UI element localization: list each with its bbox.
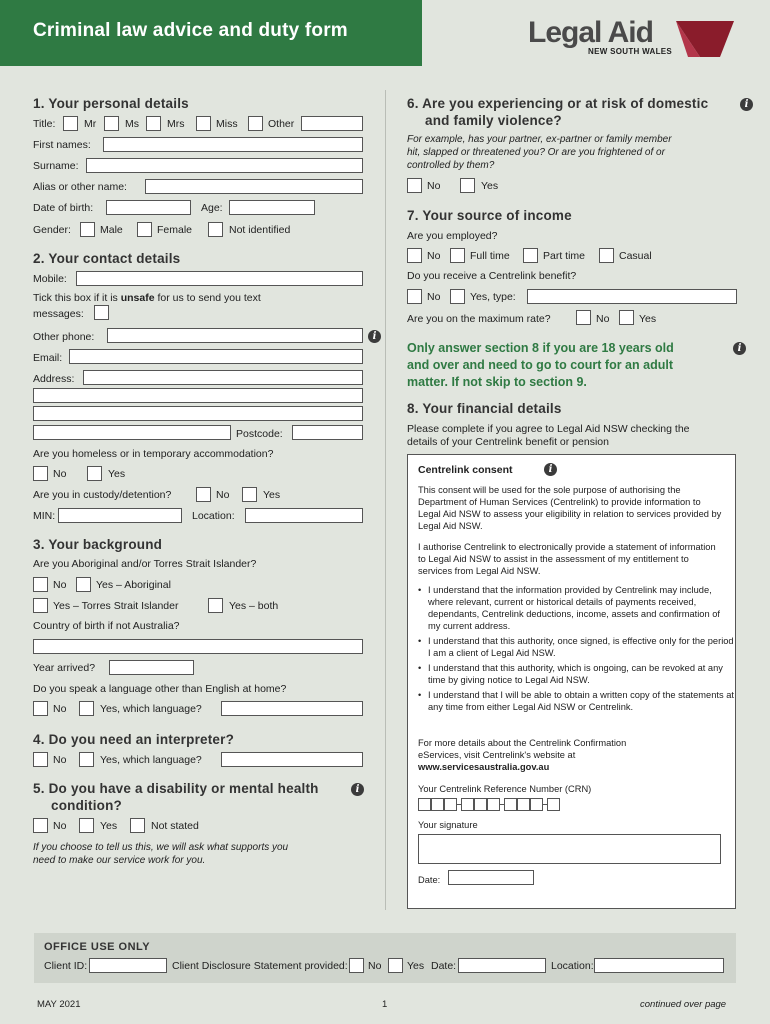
centrelink-no-checkbox[interactable] xyxy=(407,289,422,304)
address-label: Address: xyxy=(33,373,75,385)
max-rate-no-label: No xyxy=(596,313,610,325)
dv-yes-label: Yes xyxy=(481,180,499,192)
disability-yes-checkbox[interactable] xyxy=(79,818,94,833)
section-8-note-line-1: Only answer section 8 if you are 18 years old xyxy=(407,341,674,355)
gender-not-identified-label: Not identified xyxy=(229,224,291,236)
section-8-heading: 8. Your financial details xyxy=(407,401,562,416)
footer-date: MAY 2021 xyxy=(37,999,81,1010)
info-icon[interactable]: i xyxy=(368,330,381,343)
crn-digit-box[interactable] xyxy=(444,798,457,811)
crn-digit-box[interactable] xyxy=(431,798,444,811)
info-icon[interactable]: i xyxy=(544,463,557,476)
address-field-1[interactable] xyxy=(83,370,363,385)
centrelink-yes-checkbox[interactable] xyxy=(450,289,465,304)
disclosure-yes-label: Yes xyxy=(407,960,425,972)
crn-label: Your Centrelink Reference Number (CRN) xyxy=(418,784,592,794)
homeless-yes-label: Yes xyxy=(108,468,126,480)
consent-bullet: • I understand that I will be able to obtain a written copy of the statements at any time from either Legal Aid NSW or Centrelink. xyxy=(428,689,734,713)
info-icon[interactable]: i xyxy=(733,342,746,355)
consent-bullet: • I understand that the information provided by Centrelink may include, where relevant, current or historical details of payments received, dependants, Centrelink deductions, income, assets and confirmation of my current address. xyxy=(428,584,734,632)
atsi-torres-checkbox[interactable] xyxy=(33,598,48,613)
crn-digit-box[interactable] xyxy=(474,798,487,811)
atsi-both-checkbox[interactable] xyxy=(208,598,223,613)
language-field[interactable] xyxy=(221,701,363,716)
max-rate-yes-checkbox[interactable] xyxy=(619,310,634,325)
year-arrived-field[interactable] xyxy=(109,660,194,675)
page-title: Criminal law advice and duty form xyxy=(33,20,348,41)
title-other-checkbox[interactable] xyxy=(248,116,263,131)
continued-over-page: continued over page xyxy=(640,999,727,1010)
dv-example-2: hit, slapped or threatened you? Or are you frightened of or xyxy=(407,147,665,158)
language-no-label: No xyxy=(53,703,67,715)
disability-no-label: No xyxy=(53,820,67,832)
consent-title: Centrelink consent xyxy=(418,464,513,476)
crn-digit-box[interactable] xyxy=(530,798,543,811)
disclosure-label: Client Disclosure Statement provided: xyxy=(172,960,348,972)
country-question: Country of birth if not Australia? xyxy=(33,620,180,632)
centrelink-question: Do you receive a Centrelink benefit? xyxy=(407,270,577,282)
title-label: Title: xyxy=(33,118,56,130)
employed-no-checkbox[interactable] xyxy=(407,248,422,263)
address-field-3[interactable] xyxy=(33,406,363,421)
dv-no-label: No xyxy=(427,180,441,192)
disability-note-2: need to make our service work for you. xyxy=(33,855,206,866)
atsi-torres-label: Yes – Torres Strait Islander xyxy=(53,600,179,612)
mobile-field[interactable] xyxy=(76,271,363,286)
column-divider xyxy=(385,90,386,910)
disability-yes-label: Yes xyxy=(100,820,118,832)
consent-bullet: • I understand that this authority, once signed, is effective only for the period I am a client of Legal Aid NSW. xyxy=(428,635,734,659)
surname-field[interactable] xyxy=(86,158,363,173)
gender-female-checkbox[interactable] xyxy=(137,222,152,237)
custody-yes-checkbox[interactable] xyxy=(242,487,257,502)
custody-no-checkbox[interactable] xyxy=(196,487,211,502)
address-field-4[interactable] xyxy=(33,425,231,440)
section-1-heading: 1. Your personal details xyxy=(33,96,189,111)
client-id-field[interactable] xyxy=(89,958,167,973)
custody-no-label: No xyxy=(216,489,230,501)
title-other-label: Other xyxy=(268,118,295,130)
office-date-label: Date: xyxy=(431,960,457,972)
centrelink-consent-box xyxy=(407,454,736,909)
homeless-no-label: No xyxy=(53,468,67,480)
dob-field[interactable] xyxy=(106,200,191,215)
section-6-heading-2: and family violence? xyxy=(425,113,562,128)
employed-question: Are you employed? xyxy=(407,230,498,242)
crn-digit-box[interactable] xyxy=(418,798,431,811)
interpreter-yes-label: Yes, which language? xyxy=(100,754,202,766)
country-field[interactable] xyxy=(33,639,363,654)
office-use-title: OFFICE USE ONLY xyxy=(44,941,151,953)
language-no-checkbox[interactable] xyxy=(33,701,48,716)
atsi-question: Are you Aboriginal and/or Torres Strait Islander? xyxy=(33,558,257,570)
gender-male-checkbox[interactable] xyxy=(80,222,95,237)
page-number: 1 xyxy=(382,999,388,1010)
interpreter-no-checkbox[interactable] xyxy=(33,752,48,767)
gender-label: Gender: xyxy=(33,224,71,236)
dv-example-3: controlled by them? xyxy=(407,160,495,171)
email-label: Email: xyxy=(33,352,63,364)
disclosure-yes-checkbox[interactable] xyxy=(388,958,403,973)
atsi-no-checkbox[interactable] xyxy=(33,577,48,592)
homeless-question: Are you homeless or in temporary accommodation? xyxy=(33,448,274,460)
crn-digit-box[interactable] xyxy=(487,798,500,811)
custody-question: Are you in custody/detention? xyxy=(33,489,172,501)
max-rate-yes-label: Yes xyxy=(639,313,657,325)
office-location-label: Location: xyxy=(551,960,594,972)
client-id-label: Client ID: xyxy=(44,960,88,972)
dob-label: Date of birth: xyxy=(33,202,94,214)
logo-sub-text: NEW SOUTH WALES xyxy=(588,47,673,56)
employed-full-time-label: Full time xyxy=(470,250,510,262)
employed-part-time-checkbox[interactable] xyxy=(523,248,538,263)
other-phone-field[interactable] xyxy=(107,328,363,343)
first-names-field[interactable] xyxy=(103,137,363,152)
section-8-note-line-2: and over and need to go to court for an adult xyxy=(407,358,673,372)
alias-label: Alias or other name: xyxy=(33,181,127,193)
centrelink-no-label: No xyxy=(427,291,441,303)
dv-example-1: For example, has your partner, ex-partner or family member xyxy=(407,134,672,145)
crn-digit-box[interactable] xyxy=(461,798,474,811)
section-5-heading-2: condition? xyxy=(51,798,122,813)
location-field[interactable] xyxy=(245,508,363,523)
email-field[interactable] xyxy=(69,349,363,364)
title-miss-checkbox[interactable] xyxy=(196,116,211,131)
age-field[interactable] xyxy=(229,200,315,215)
mobile-label: Mobile: xyxy=(33,273,67,285)
atsi-both-label: Yes – both xyxy=(229,600,279,612)
crn-digit-box[interactable] xyxy=(517,798,530,811)
year-arrived-label: Year arrived? xyxy=(33,662,96,674)
homeless-no-checkbox[interactable] xyxy=(33,466,48,481)
unsafe-text-checkbox[interactable] xyxy=(94,305,109,320)
title-ms-label: Ms xyxy=(125,118,139,130)
crn-field[interactable] xyxy=(418,798,568,811)
consent-paragraph-1: This consent will be used for the sole purpose of authorising the Department of Human Services (Centrelink) to provide information to Legal Aid NSW to assess your eligibility in relation to services provided by Legal Aid NSW. xyxy=(418,485,722,531)
alias-field[interactable] xyxy=(145,179,363,194)
language-question: Do you speak a language other than English at home? xyxy=(33,683,287,695)
section-8-intro-1: Please complete if you agree to Legal Aid NSW checking the xyxy=(407,423,690,435)
dv-yes-checkbox[interactable] xyxy=(460,178,475,193)
max-rate-question: Are you on the maximum rate? xyxy=(407,313,551,325)
section-6-heading: 6. Are you experiencing or at risk of domestic xyxy=(407,96,709,111)
section-8-intro-2: details of your Centrelink benefit or pension xyxy=(407,436,609,448)
gender-male-label: Male xyxy=(100,224,123,236)
employed-casual-label: Casual xyxy=(619,250,652,262)
logo-main-text: Legal Aid xyxy=(528,16,653,49)
consent-more-1: For more details about the Centrelink Confirmation xyxy=(418,738,627,748)
section-5-heading: 5. Do you have a disability or mental health xyxy=(33,781,319,796)
interpreter-language-field[interactable] xyxy=(221,752,363,767)
surname-label: Surname: xyxy=(33,160,79,172)
postcode-label: Postcode: xyxy=(236,428,283,440)
section-8-note xyxy=(407,340,737,391)
disability-no-checkbox[interactable] xyxy=(33,818,48,833)
disclosure-no-label: No xyxy=(368,960,382,972)
title-mrs-label: Mrs xyxy=(167,118,185,130)
employed-casual-checkbox[interactable] xyxy=(599,248,614,263)
first-names-label: First names: xyxy=(33,139,91,151)
consent-paragraph-2: I authorise Centrelink to electronically provide a statement of information to Legal Aid NSW to assist in the assessment of my entitlement to services from Legal Aid NSW. xyxy=(418,542,716,576)
consent-date-field[interactable] xyxy=(448,870,534,885)
section-7-heading: 7. Your source of income xyxy=(407,208,572,223)
atsi-no-label: No xyxy=(53,579,67,591)
logo-flag-icon xyxy=(674,19,736,59)
atsi-aboriginal-label: Yes – Aboriginal xyxy=(96,579,171,591)
postcode-field[interactable] xyxy=(292,425,363,440)
section-3-heading: 3. Your background xyxy=(33,537,163,552)
section-4-heading: 4. Do you need an interpreter? xyxy=(33,732,235,747)
disability-not-stated-checkbox[interactable] xyxy=(130,818,145,833)
centrelink-type-field[interactable] xyxy=(527,289,737,304)
min-field[interactable] xyxy=(58,508,182,523)
section-8-note-line-3: matter. If not skip to section 9. xyxy=(407,375,587,389)
office-location-field[interactable] xyxy=(594,958,724,973)
info-icon[interactable]: i xyxy=(740,98,753,111)
consent-bullet: • I understand that this authority, which is ongoing, can be revoked at any time by giving notice to Legal Aid NSW. xyxy=(428,662,734,686)
signature-label: Your signature xyxy=(418,820,478,830)
consent-bullet-list xyxy=(418,584,734,716)
legal-aid-logo xyxy=(528,16,738,60)
language-yes-checkbox[interactable] xyxy=(79,701,94,716)
homeless-yes-checkbox[interactable] xyxy=(87,466,102,481)
disability-not-stated-label: Not stated xyxy=(151,820,199,832)
gender-female-label: Female xyxy=(157,224,193,236)
interpreter-no-label: No xyxy=(53,754,67,766)
title-mr-label: Mr xyxy=(84,118,97,130)
disclosure-no-checkbox[interactable] xyxy=(349,958,364,973)
max-rate-no-checkbox[interactable] xyxy=(576,310,591,325)
centrelink-yes-label: Yes, type: xyxy=(470,291,516,303)
office-use-panel xyxy=(34,933,736,983)
address-field-2[interactable] xyxy=(33,388,363,403)
dv-no-checkbox[interactable] xyxy=(407,178,422,193)
info-icon[interactable]: i xyxy=(351,783,364,796)
custody-yes-label: Yes xyxy=(263,489,281,501)
office-date-field[interactable] xyxy=(458,958,546,973)
interpreter-yes-checkbox[interactable] xyxy=(79,752,94,767)
atsi-aboriginal-checkbox[interactable] xyxy=(76,577,91,592)
signature-field[interactable] xyxy=(418,834,721,864)
age-label: Age: xyxy=(201,202,223,214)
section-2-heading: 2. Your contact details xyxy=(33,251,181,266)
disability-note-1: If you choose to tell us this, we will ask what supports you xyxy=(33,842,289,853)
unsafe-text-label-2: messages: xyxy=(33,308,84,320)
gender-not-identified-checkbox[interactable] xyxy=(208,222,223,237)
location-label: Location: xyxy=(192,510,235,522)
crn-digit-box[interactable] xyxy=(504,798,517,811)
title-other-field[interactable] xyxy=(301,116,363,131)
employed-part-time-label: Part time xyxy=(543,250,586,262)
title-mrs-checkbox[interactable] xyxy=(146,116,161,131)
min-label: MIN: xyxy=(33,510,56,522)
language-yes-label: Yes, which language? xyxy=(100,703,202,715)
crn-digit-box[interactable] xyxy=(547,798,560,811)
employed-full-time-checkbox[interactable] xyxy=(450,248,465,263)
consent-more-2: eServices, visit Centrelink's website at xyxy=(418,750,576,760)
consent-date-label: Date: xyxy=(418,875,441,885)
employed-no-label: No xyxy=(427,250,441,262)
title-miss-label: Miss xyxy=(216,118,238,130)
title-mr-checkbox[interactable] xyxy=(63,116,78,131)
unsafe-text-label: Tick this box if it is unsafe for us to send you text xyxy=(33,292,261,304)
centrelink-url-link[interactable]: www.servicesaustralia.gov.au xyxy=(418,762,550,772)
other-phone-label: Other phone: xyxy=(33,331,95,343)
title-ms-checkbox[interactable] xyxy=(104,116,119,131)
